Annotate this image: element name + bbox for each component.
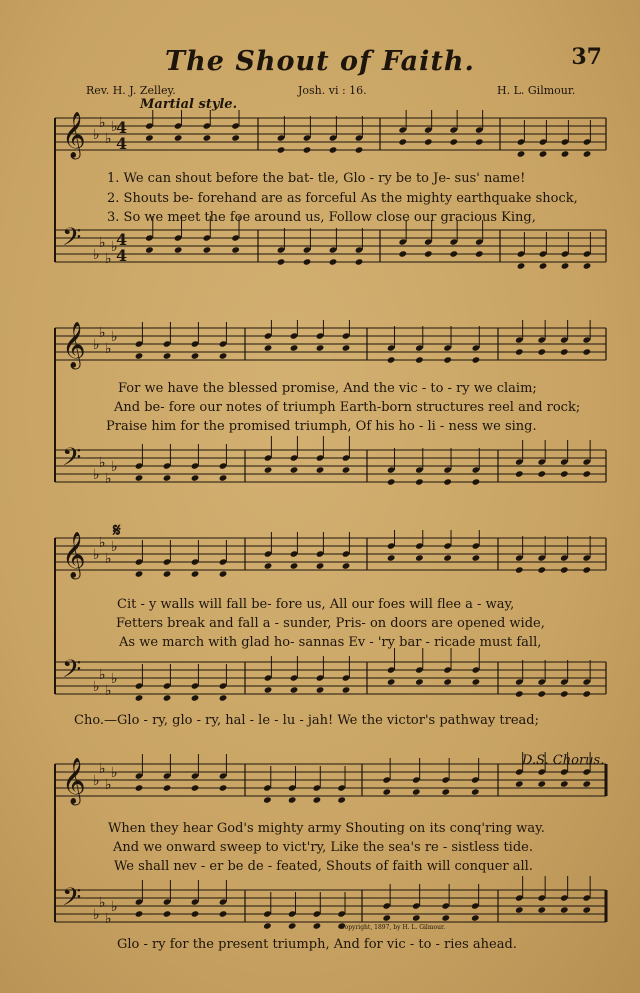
author-credit: Rev. H. J. Zelley.	[86, 84, 176, 97]
svg-text:𝄢: 𝄢	[62, 223, 82, 258]
lyric-line: 2. Shouts be- forehand are as forceful As the mighty earthquake shock,	[107, 191, 578, 206]
music-system-2	[0, 320, 640, 510]
svg-text:♭: ♭	[111, 329, 118, 345]
svg-text:♭: ♭	[105, 551, 112, 567]
svg-text:♭: ♭	[111, 119, 118, 135]
svg-text:𝄢: 𝄢	[62, 443, 82, 478]
lyric-line: 1. We can shout before the bat- tle, Glo - ry be to Je- sus' name!	[107, 171, 526, 186]
svg-text:♭: ♭	[105, 911, 112, 927]
svg-text:♭: ♭	[93, 467, 100, 483]
svg-text:♭: ♭	[99, 535, 106, 551]
svg-text:♭: ♭	[111, 765, 118, 781]
svg-text:♭: ♭	[105, 471, 112, 487]
svg-text:♭: ♭	[105, 251, 112, 267]
lyric-line: When they hear God's mighty army Shouting on its conq'ring way.	[108, 821, 545, 836]
svg-text:4: 4	[116, 230, 128, 249]
svg-text:♭: ♭	[111, 239, 118, 255]
svg-text:♭: ♭	[99, 115, 106, 131]
svg-text:4: 4	[116, 118, 128, 137]
svg-text:♭: ♭	[111, 539, 118, 555]
svg-text:♭: ♭	[111, 459, 118, 475]
svg-text:♭: ♭	[105, 777, 112, 793]
svg-text:4: 4	[116, 134, 128, 153]
svg-text:♭: ♭	[105, 683, 112, 699]
svg-text:𝄞: 𝄞	[62, 112, 86, 158]
svg-text:♭: ♭	[99, 455, 106, 471]
svg-text:♭: ♭	[93, 247, 100, 263]
ds-chorus-marking: D.S. Chorus.	[522, 753, 605, 768]
chorus-line: Cho.—Glo - ry, glo - ry, hal - le - lu - jah! We the victor's pathway tread;	[74, 713, 539, 728]
lyric-line: And be- fore our notes of triumph Earth-born structures reel and rock;	[114, 400, 581, 415]
svg-text:♭: ♭	[105, 131, 112, 147]
svg-text:♭: ♭	[111, 899, 118, 915]
svg-text:♭: ♭	[99, 895, 106, 911]
tempo-marking: Martial style.	[140, 97, 238, 112]
svg-text:𝄞: 𝄞	[62, 322, 86, 368]
svg-text:𝄢: 𝄢	[62, 655, 82, 690]
composer-credit: H. L. Gilmour.	[497, 84, 576, 97]
page-number: 37	[571, 44, 602, 70]
svg-text:♭: ♭	[99, 761, 106, 777]
svg-text:𝄢: 𝄢	[62, 883, 82, 918]
svg-text:4: 4	[116, 246, 128, 265]
lyric-line: For we have the blessed promise, And the vic - to - ry we claim;	[118, 381, 537, 396]
svg-text:♭: ♭	[99, 667, 106, 683]
scripture-reference: Josh. vi : 16.	[298, 84, 367, 97]
lyric-line: Praise him for the promised triumph, Of his ho - li - ness we sing.	[106, 419, 537, 434]
svg-text:♭: ♭	[93, 127, 100, 143]
svg-text:𝄞: 𝄞	[62, 532, 86, 578]
lyric-line: As we march with glad ho- sannas Ev - 'ry bar - ricade must fall,	[119, 635, 542, 650]
svg-text:♭: ♭	[93, 337, 100, 353]
lyric-line: We shall nev - er be de - feated, Shouts of faith will conquer all.	[114, 859, 533, 874]
svg-text:♭: ♭	[93, 547, 100, 563]
svg-text:♭: ♭	[93, 773, 100, 789]
svg-text:♭: ♭	[99, 235, 106, 251]
svg-text:♭: ♭	[111, 671, 118, 687]
hymn-title: The Shout of Faith.	[165, 46, 475, 77]
lyric-line: And we onward sweep to vict'ry, Like the sea's re - sistless tide.	[113, 840, 533, 855]
svg-text:♭: ♭	[93, 679, 100, 695]
copyright-notice: Copyright, 1897, by H. L. Gilmour.	[340, 924, 446, 931]
svg-text:♭: ♭	[105, 341, 112, 357]
svg-text:♭: ♭	[93, 907, 100, 923]
svg-text:♭: ♭	[99, 325, 106, 341]
svg-text:𝄞: 𝄞	[62, 758, 86, 804]
lyric-line: Cit - y walls will fall be- fore us, All our foes will flee a - way,	[117, 597, 515, 612]
lyric-line: 3. So we meet the foe around us, Follow close our gracious King,	[107, 210, 536, 225]
lyric-line: Fetters break and fall a - sunder, Pris- on doors are opened wide,	[116, 616, 545, 631]
chorus-line: Glo - ry for the present triumph, And for vic - to - ries ahead.	[117, 937, 517, 952]
segno-sign: 𝄋	[113, 520, 121, 541]
